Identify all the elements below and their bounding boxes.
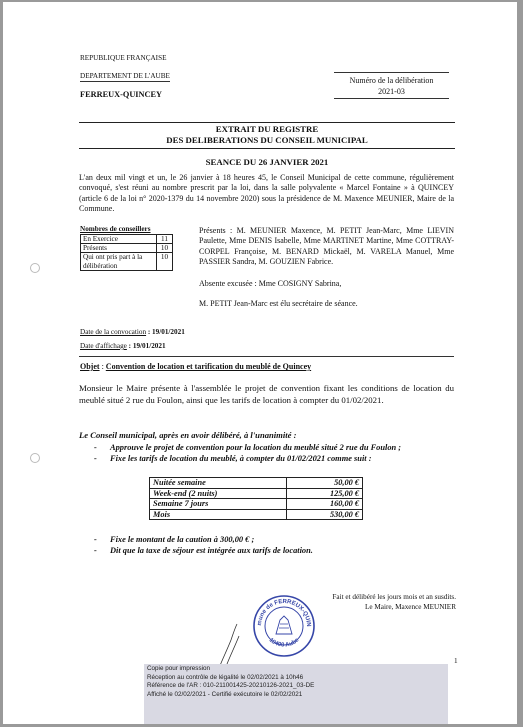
document-page <box>3 2 517 724</box>
tariff-label: Semaine 7 jours <box>150 499 287 510</box>
counts-title: Nombres de conseillers <box>80 225 151 233</box>
convocation-value: : 19/01/2021 <box>146 328 185 336</box>
counts-value: 10 <box>157 244 173 253</box>
list-item: - Dit que la taxe de séjour est intégrée aux tarifs de location. <box>94 546 313 555</box>
present-list: Présents : M. MEUNIER Maxence, M. PETIT Jean-Marc, Mme LIEVIN Paulette, Mme DENIS Isabelle, Mme MARTINET Martine, Mme COTTRAY-CORPEL Françoise, M. BENARD Mickaël, M. VARELA Manuel, Mme PASSIER Sandra, M. GOUZIEN Fabrice. <box>199 226 454 266</box>
counts-value: 11 <box>157 235 173 244</box>
footer-line: Affiché le 02/02/2021 - Certifié exécutoire le 02/02/2021 <box>147 690 303 698</box>
objet-line <box>80 362 311 372</box>
convocation-date <box>80 328 185 336</box>
affichage-value: : 19/01/2021 <box>126 342 166 350</box>
table-row <box>150 478 363 489</box>
table-row <box>150 509 363 520</box>
tariff-value: 160,00 € <box>287 499 363 510</box>
session-title: SEANCE DU 26 JANVIER 2021 <box>205 157 329 167</box>
stamp-top-text: mune de FERREUX-QUIN <box>256 598 312 627</box>
header-rule <box>334 98 449 99</box>
title-rule <box>79 122 455 123</box>
objet-separator: : <box>99 362 106 371</box>
svg-text:10400 Aube <box>268 637 301 649</box>
affichage-date <box>80 342 166 350</box>
footer-line: Copie pour impression <box>147 665 210 672</box>
department-label: DEPARTEMENT DE L'AUBE <box>80 72 170 80</box>
tariff-label: Nuitée semaine <box>150 478 287 489</box>
decision-item-text: Fixe le montant de la caution à 300,00 € ; <box>110 535 255 544</box>
decision-item-text: Fixe les tarifs de location du meublé, à compter du 01/02/2021 comme suit : <box>110 454 372 463</box>
tariff-table <box>149 477 363 520</box>
title-rule <box>79 148 455 149</box>
list-item: - Fixe le montant de la caution à 300,00 € ; <box>94 535 255 544</box>
table-row <box>81 253 173 271</box>
table-row <box>150 488 363 499</box>
table-row <box>81 235 173 244</box>
legality-footer <box>144 664 448 724</box>
affichage-label: Date d'affichage <box>80 342 127 350</box>
decision-item-text: Dit que la taxe de séjour est intégrée aux tarifs de location. <box>110 546 313 555</box>
commune-name: FERREUX-QUINCEY <box>80 90 163 99</box>
counts-label: Qui ont pris part à la délibération <box>81 253 157 271</box>
punch-hole-mark <box>30 453 40 463</box>
objet-label: Objet <box>80 362 100 371</box>
closing-line-2: Le Maire, Maxence MEUNIER <box>364 603 456 611</box>
punch-hole-mark <box>30 263 40 273</box>
tariff-value: 530,00 € <box>287 509 363 520</box>
convocation-label: Date de la convocation <box>80 328 147 336</box>
decision-list-after <box>94 534 313 556</box>
header-rule <box>334 72 449 73</box>
excused-list: Absente excusée : Mme COSIGNY Sabrina, <box>199 279 342 288</box>
intro-paragraph: L'an deux mil vingt et un, le 26 janvier à 18 heures 45, le Conseil Municipal de cette commune, régulièrement convoqué, s'est réuni au nombre prescrit par la loi, dans la salle polyvalente « Marcel Fontaine » à QUINCEY (article 6 de la loi n° 2020-1379 du 14 novembre 2020) sous la présidence de M. Maxence MEUNIER, Maire de la Commune. <box>79 173 454 213</box>
deliberation-number: 2021-03 <box>378 87 405 96</box>
footer-line: Référence de l'AR : 010-211001425-20210126-2021_03-DE <box>147 682 315 690</box>
title-line-2: DES DELIBERATIONS DU CONSEIL MUNICIPAL <box>166 135 368 145</box>
secretary-line: M. PETIT Jean-Marc est élu secrétaire de séance. <box>199 299 358 308</box>
counts-label: Présents <box>81 244 157 253</box>
signature-mark <box>213 620 253 670</box>
republic-label: REPUBLIQUE FRANÇAISE <box>80 54 167 62</box>
table-row <box>81 244 173 253</box>
counts-label: En Exercice <box>81 235 157 244</box>
body-paragraph: Monsieur le Maire présente à l'assemblée le projet de convention fixant les conditions de location du meublé situé 2 rue du Foulon, ainsi que les tarifs de location à compter du 01/02/2021. <box>79 383 454 405</box>
closing-line-1: Fait et délibéré les jours mois et an susdits. <box>332 593 456 601</box>
deliberation-label: Numéro de la délibération <box>349 76 434 85</box>
tariff-value: 125,00 € <box>287 488 363 499</box>
tariff-label: Mois <box>150 509 287 520</box>
tariff-value: 50,00 € <box>287 478 363 489</box>
table-row <box>150 499 363 510</box>
stamp-bottom-text: 10400 Aube <box>267 637 301 649</box>
decision-item-text: Approuve le projet de convention pour la location du meublé situé 2 rue du Foulon ; <box>110 443 402 452</box>
mairie-stamp <box>252 594 316 658</box>
objet-text: Convention de location et tarification du meublé de Quincey <box>105 362 312 371</box>
list-item: - Fixe les tarifs de location du meublé, à compter du 01/02/2021 comme suit : <box>94 454 372 463</box>
counts-block <box>80 225 173 271</box>
decision-lead: Le Conseil municipal, après en avoir délibéré, à l'unanimité : <box>79 430 297 440</box>
counts-table <box>80 234 173 271</box>
tariff-label: Week-end (2 nuits) <box>150 488 287 499</box>
objet-rule <box>79 356 454 357</box>
page-number: 1 <box>454 657 458 665</box>
title-line-1: EXTRAIT DU REGISTRE <box>215 124 319 134</box>
decision-list <box>94 442 401 464</box>
list-item: - Approuve le projet de convention pour la location du meublé situé 2 rue du Foulon ; <box>94 443 402 452</box>
counts-value: 10 <box>157 253 173 271</box>
footer-line: Réception au contrôle de légalité le 02/02/2021 à 10h46 <box>147 673 304 681</box>
